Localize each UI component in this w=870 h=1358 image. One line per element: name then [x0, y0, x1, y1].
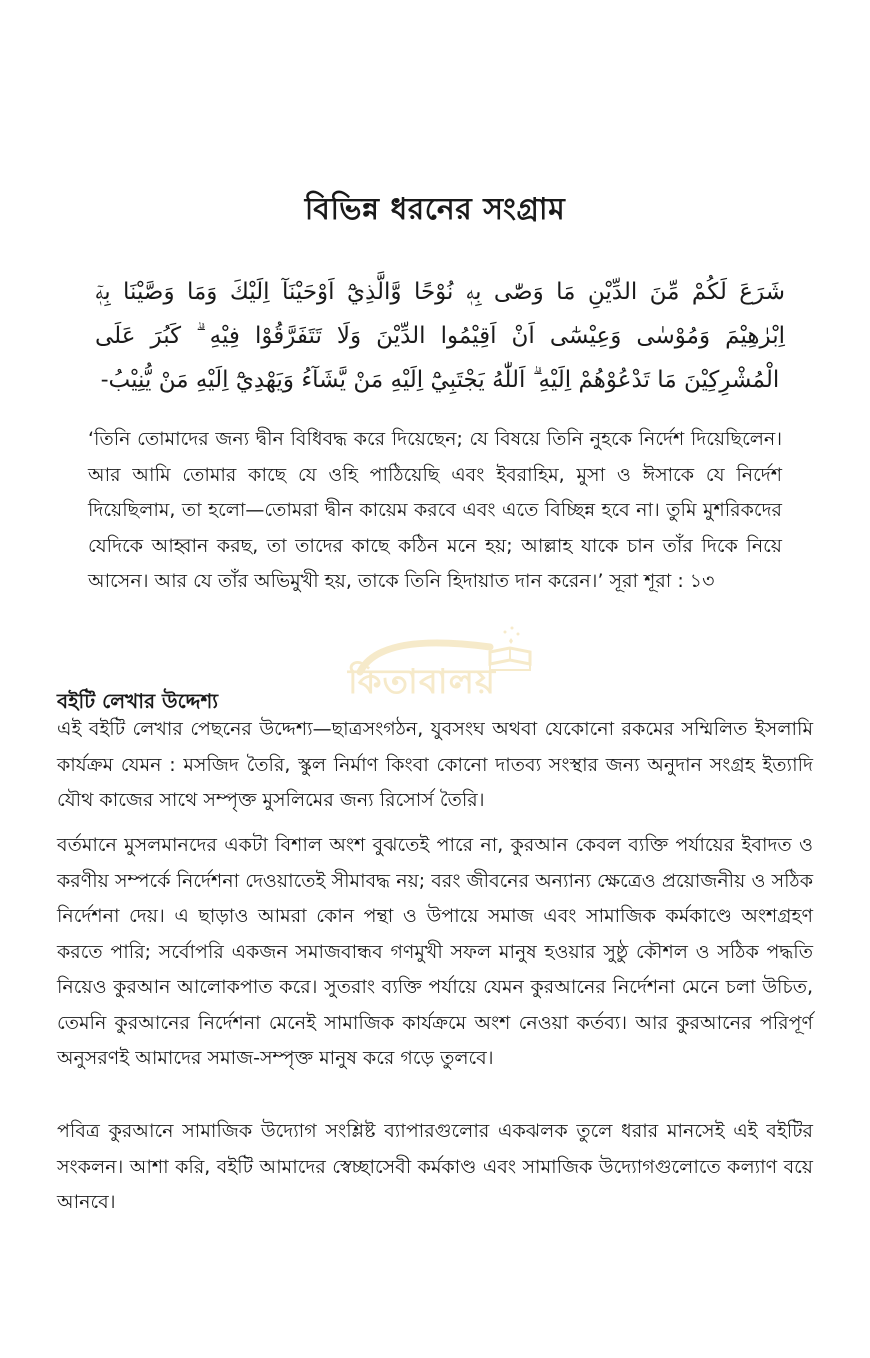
arabic-verse: شَرَعَ لَكُمْ مِّنَ الدِّيْنِ مَا وَصّٰى بِهٖ نُوْحًا وَّالَّذِيْٓ اَوْحَيْنَآ اِلَيْكَ وَمَا وَصَّيْنَا بِهٖٓ اِبْرٰهِيْمَ وَمُوْسٰى وَعِيْسٰٓى اَنْ اَقِيْمُوا الدِّيْنَ وَلَا تَتَفَرَّقُوْا فِيْهِ ۗ كَبُرَ عَلَى الْمُشْرِكِيْنَ مَا تَدْعُوْهُمْ اِلَيْهِ ۗ اَللّٰهُ يَجْتَبِيْٓ اِلَيْهِ مَنْ يَّشَآءُ وَيَهْدِيْٓ اِلَيْهِ مَنْ يُّنِيْبُ- [95, 279, 785, 393]
page-title: বিভিন্ন ধরনের সংগ্রাম [304, 192, 566, 228]
paragraph: পবিত্র কুরআনে সামাজিক উদ্যোগ সংশ্লিষ্ট ব্যাপারগুলোর একঝলক তুলে ধরার মানসেই এই বইটির সংকলন। আশা করি, বইটি আমাদের স্বেচ্ছাসেবী কর্মকাণ্ড এবং সামাজিক উদ্যোগগুলোতে কল্যাণ বয়ে আনবে। [57, 1120, 813, 1213]
open-book-icon [340, 622, 540, 707]
paragraph: এই বইটি লেখার পেছনের উদ্দেশ্য—ছাত্রসংগঠন, যুবসংঘ অথবা যেকোনো রকমের সম্মিলিত ইসলামি কার্যক্রম যেমন : মসজিদ তৈরি, স্কুল নির্মাণ কিংবা কোনো দাতব্য সংস্থার জন্য অনুদান সংগ্রহ ইত্যাদি যৌথ কাজের সাথে সম্পৃক্ত মুসলিমের জন্য রিসোর্স তৈরি। [57, 718, 813, 811]
section-heading: বইটি লেখার উদ্দেশ্য [57, 688, 219, 713]
watermark-text: কিতাবালয় [348, 662, 497, 702]
verse-translation: ‘তিনি তোমাদের জন্য দ্বীন বিধিবদ্ধ করে দিয়েছেন; যে বিষয়ে তিনি নুহকে নির্দেশ দিয়েছিলেন। আর আমি তোমার কাছে যে ওহি পাঠিয়েছি এবং ইবরাহিম, মুসা ও ঈসাকে যে নির্দেশ দিয়েছিলাম, তা হলো—তোমরা দ্বীন কায়েম করবে এবং এতে বিচ্ছিন্ন হবে না। তুমি মুশরিকদের যেদিকে আহ্বান করছ, তা তাদের কাছে কঠিন মনে হয়; আল্লাহ যাকে চান তাঁর দিকে নিয়ে আসেন। আর যে তাঁর অভিমুখী হয়, তাকে তিনি হিদায়াত দান করেন।’ সূরা শূরা : ১৩ [88, 428, 782, 592]
publisher-watermark [340, 622, 540, 707]
paragraph: বর্তমানে মুসলমানদের একটা বিশাল অংশ বুঝতেই পারে না, কুরআন কেবল ব্যক্তি পর্যায়ের ইবাদত ও করণীয় সম্পর্কে নির্দেশনা দেওয়াতেই সীমাবদ্ধ নয়; বরং জীবনের অন্যান্য ক্ষেত্রেও প্রয়োজনীয় ও সঠিক নির্দেশনা দেয়। এ ছাড়াও আমরা কোন পন্থা ও উপায়ে সমাজ এবং সামাজিক কর্মকাণ্ডে অংশগ্রহণ করতে পারি; সর্বোপরি একজন সমাজবান্ধব গণমুখী সফল মানুষ হওয়ার সুষ্ঠু কৌশল ও সঠিক পদ্ধতি নিয়েও কুরআন আলোকপাত করে। সুতরাং ব্যক্তি পর্যায়ে যেমন কুরআনের নির্দেশনা মেনে চলা উচিত, তেমনি কুরআনের নির্দেশনা মেনেই সামাজিক কার্যক্রমে অংশ নেওয়া কর্তব্য। আর কুরআনের পরিপূর্ণ অনুসরণই আমাদের সমাজ-সম্পৃক্ত মানুষ করে গড়ে তুলবে। [57, 834, 813, 1069]
